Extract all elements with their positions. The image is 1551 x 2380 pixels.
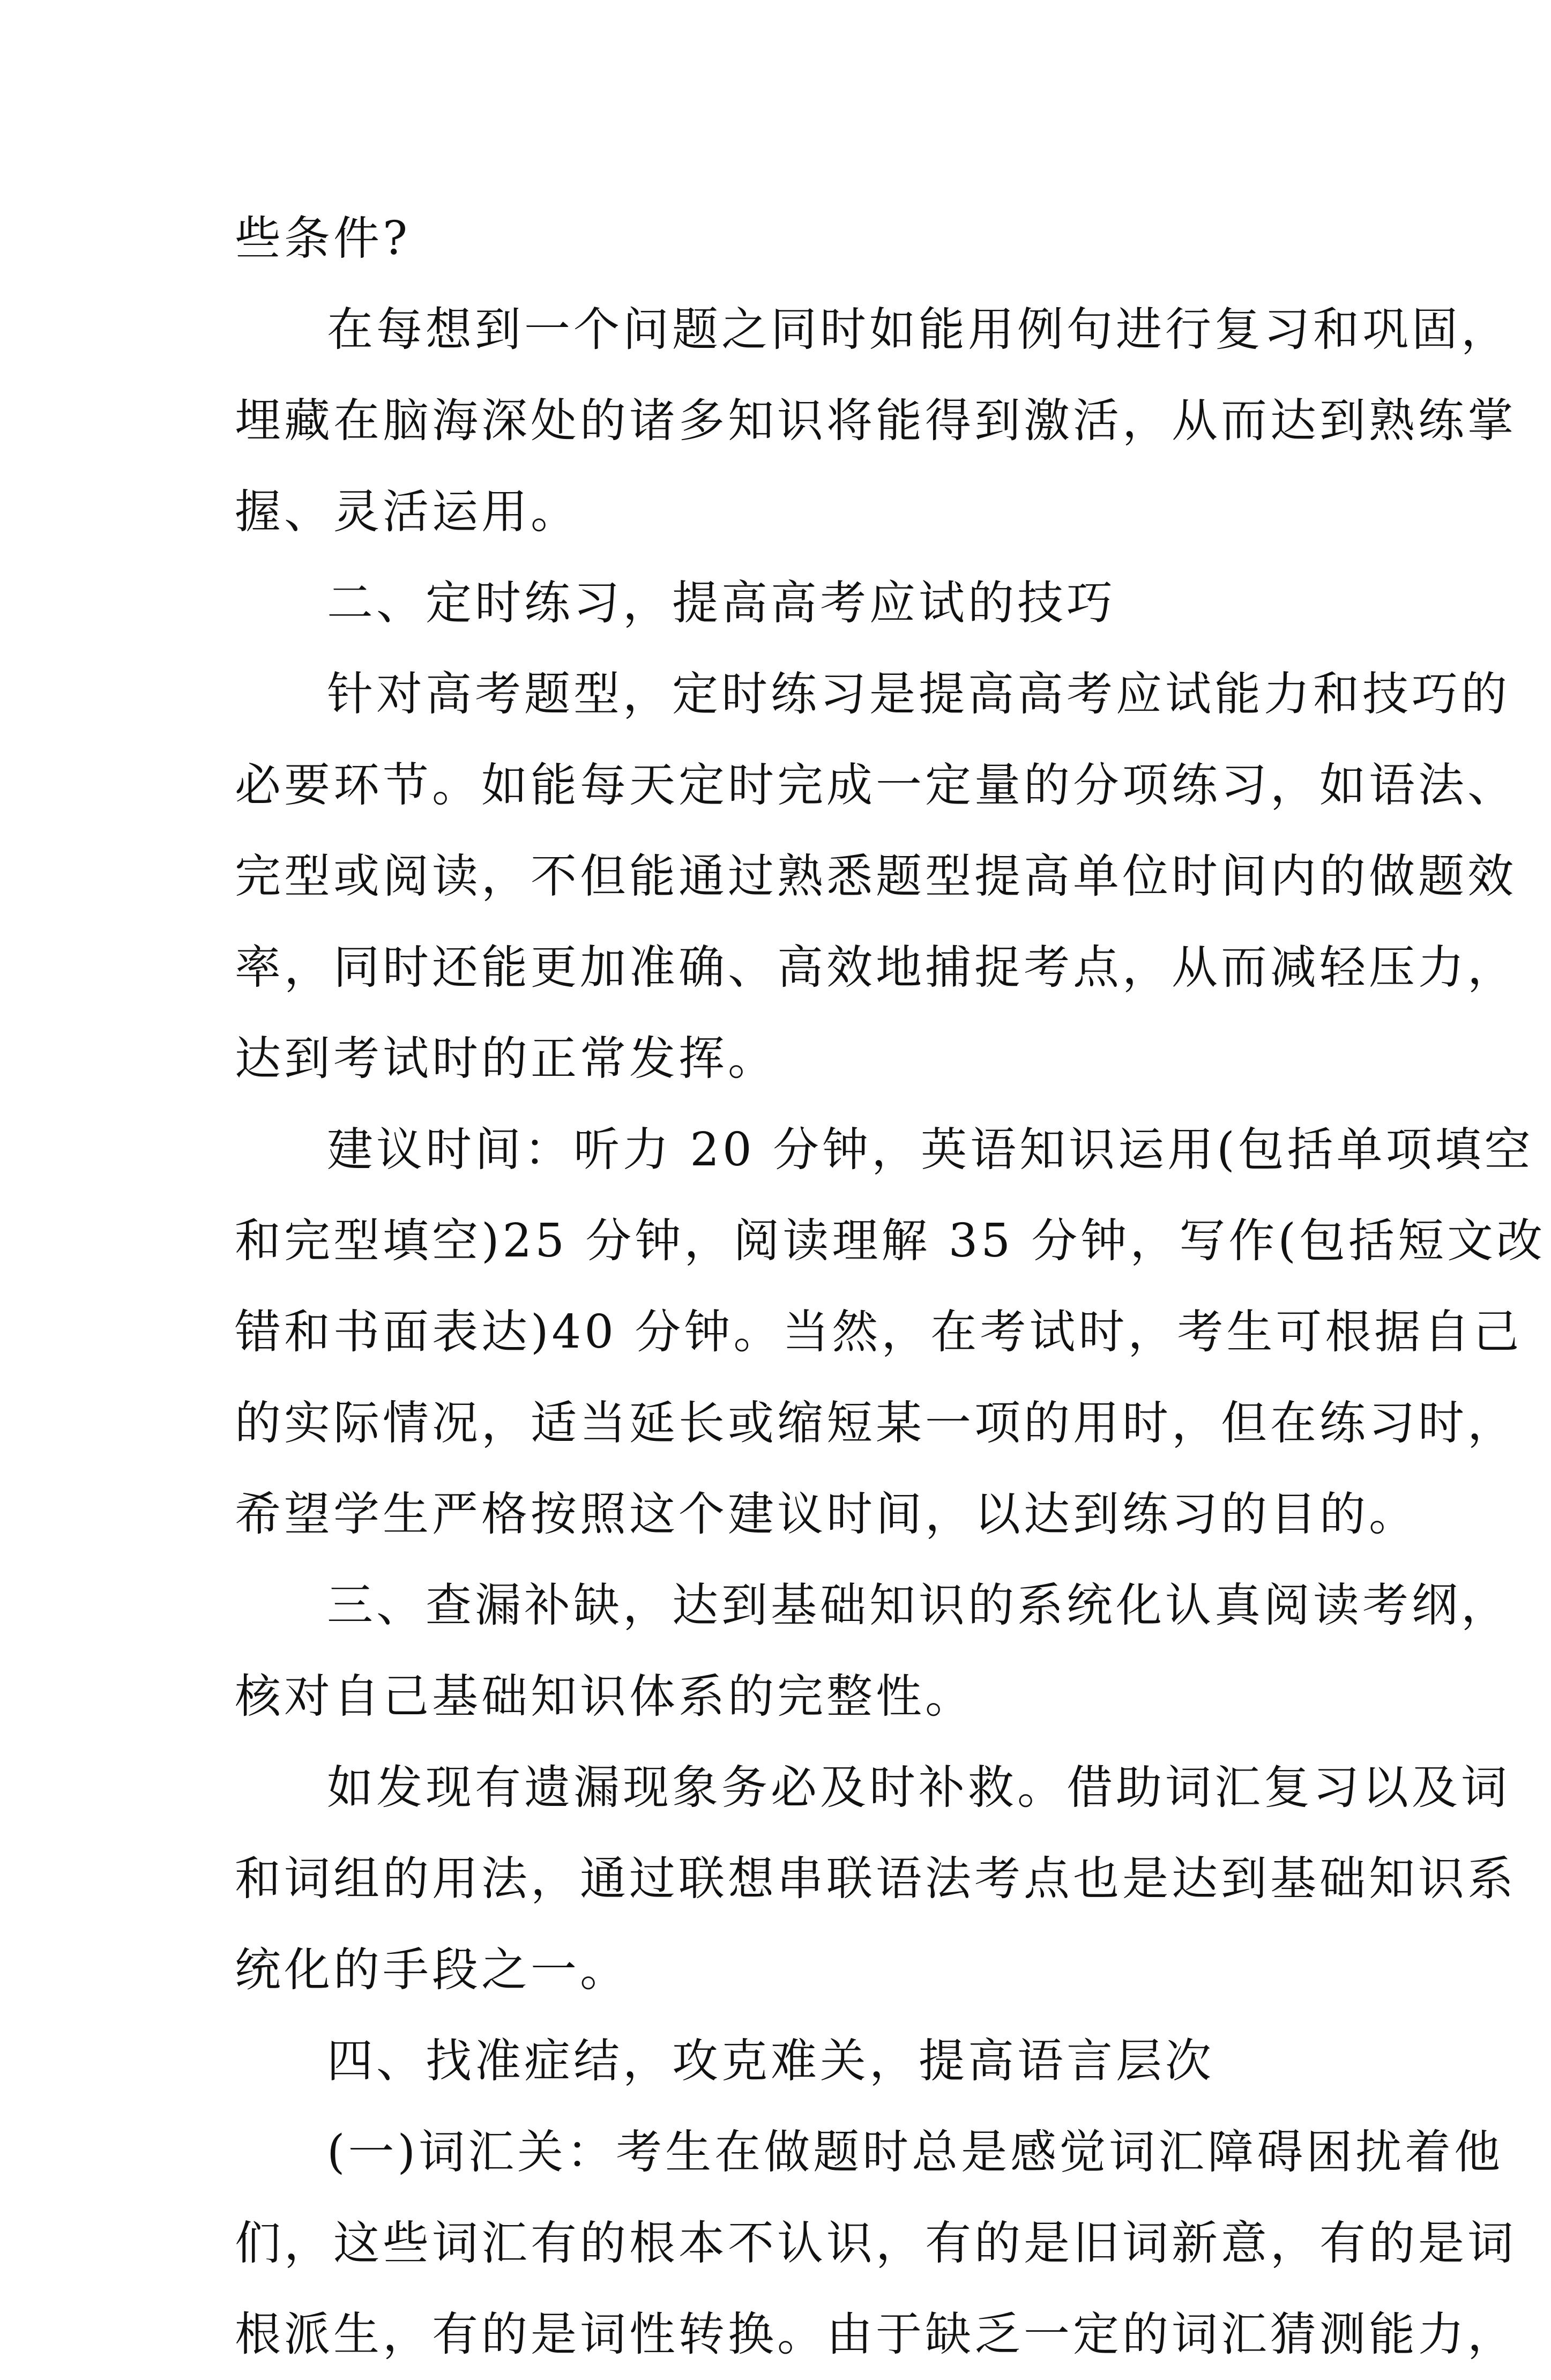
text-line: 和完型填空)25 分钟，阅读理解 35 分钟，写作(包括短文改	[235, 1214, 1546, 1268]
text-line: 在每想到一个问题之同时如能用例句进行复习和巩固，	[327, 303, 1510, 356]
section-heading: 四、找准症结，攻克难关，提高语言层次	[327, 2034, 1214, 2088]
text-line: 些条件?	[235, 212, 411, 265]
text-line: 必要环节。如能每天定时完成一定量的分项练习，如语法、	[235, 758, 1517, 812]
text-line: 率，同时还能更加准确、高效地捕捉考点，从而减轻压力，	[235, 941, 1517, 994]
text-line: 如发现有遗漏现象务必及时补救。借助词汇复习以及词	[327, 1761, 1510, 1814]
text-line: 达到考试时的正常发挥。	[235, 1032, 777, 1085]
text-line: 们，这些词汇有的根本不认识，有的是旧词新意，有的是词	[235, 2217, 1517, 2270]
text-line: 错和书面表达)40 分钟。当然，在考试时，考生可根据自己	[235, 1305, 1523, 1359]
text-line: 握、灵活运用。	[235, 485, 580, 539]
section-heading: 二、定时练习，提高高考应试的技巧	[327, 576, 1116, 630]
text-line: 和词组的用法，通过联想串联语法考点也是达到基础知识系	[235, 1852, 1517, 1906]
text-line: 希望学生严格按照这个建议时间，以达到练习的目的。	[235, 1488, 1418, 1541]
text-line: 的实际情况，适当延长或缩短某一项的用时，但在练习时，	[235, 1396, 1517, 1450]
text-line: 建议时间：听力 20 分钟，英语知识运用(包括单项填空	[327, 1123, 1534, 1177]
document-body	[235, 193, 1546, 2380]
text-line: 核对自己基础知识体系的完整性。	[235, 1670, 974, 1723]
text-line: 埋藏在脑海深处的诸多知识将能得到激活，从而达到熟练掌	[235, 394, 1517, 448]
text-line: (一)词汇关：考生在做题时总是感觉词汇障碍困扰着他	[327, 2125, 1504, 2179]
text-line: 统化的手段之一。	[235, 1943, 629, 1997]
text-line: 针对高考题型，定时练习是提高高考应试能力和技巧的	[327, 667, 1510, 721]
text-line: 根派生，有的是词性转换。由于缺乏一定的词汇猜测能力，	[235, 2308, 1517, 2361]
text-line: 完型或阅读，不但能通过熟悉题型提高单位时间内的做题效	[235, 850, 1517, 903]
section-heading: 三、查漏补缺，达到基础知识的系统化认真阅读考纲，	[327, 1579, 1510, 1632]
